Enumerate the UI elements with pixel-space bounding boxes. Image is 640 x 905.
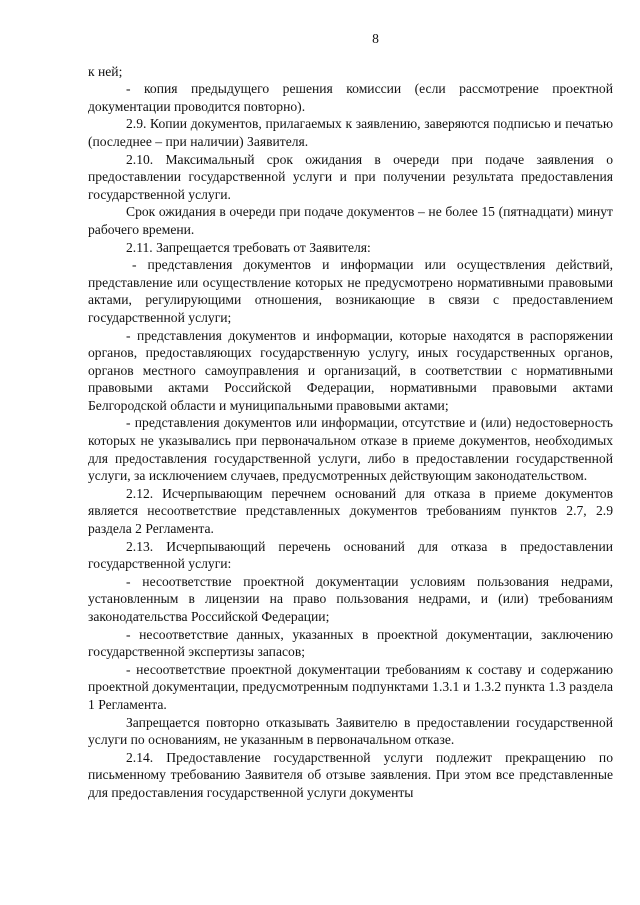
paragraph-2-12: 2.12. Исчерпывающим перечнем оснований для отказа в приеме документов является несоответствие представленных документов требованиям пунктов 2.7, 2.9 раздела 2 Регламента. [88, 485, 613, 537]
page-number: 8 [372, 31, 379, 46]
paragraph-2-13: 2.13. Исчерпывающий перечень оснований для отказа в предоставлении государственной услуги: [88, 538, 613, 572]
paragraph-2-10: 2.10. Максимальный срок ожидания в очереди при подаче заявления о предоставлении государственной услуги и при получении результата предоставления государственной услуги. [88, 151, 613, 202]
paragraph-repeat-refusal: Запрещается повторно отказывать Заявителю в предоставлении государственной услуги по основаниям, не указанным в первоначальном отказе. [88, 714, 613, 748]
paragraph-previous-decision-copy: - копия предыдущего решения комиссии (если рассмотрение проектной документации проводится повторно). [88, 81, 613, 114]
paragraph-prohibition-2: - представления документов и информации, которые находятся в распоряжении органов, предоставляющих государственную услугу, иных государственных органов, органов местного самоуправления и организаций, в соответствии с нормативными правовыми актами Российской Федерации, нормативными правовыми актами Белгородской области и муниципальными правовыми актами; [88, 327, 613, 413]
paragraph-2-11: 2.11. Запрещается требовать от Заявителя: [126, 239, 371, 255]
paragraph-refusal-reason-2: - несоответствие данных, указанных в проектной документации, заключению государственной экспертизы запасов; [88, 626, 613, 660]
paragraph-refusal-reason-1: - несоответствие проектной документации условиям пользования недрами, установленным в лицензии на право пользования недрами, и (или) требованиям законодательства Российской Федерации; [88, 573, 613, 624]
paragraph-continuation: к ней; [88, 63, 123, 79]
paragraph-queue-time: Срок ожидания в очереди при подаче документов – не более 15 (пятнадцати) минут рабочего времени. [88, 204, 613, 237]
paragraph-prohibition-1: - представления документов и информации или осуществления действий, представление или осуществление которых не предусмотрено нормативными правовыми актами, регулирующими отношения, возникающие в связи с предоставлением государственной услуги; [88, 257, 613, 325]
paragraph-2-14: 2.14. Предоставление государственной услуги подлежит прекращению по письменному требованию Заявителя об отзыве заявления. При этом все представленные для предоставления государственной услуги документы [88, 749, 613, 800]
document-body [88, 63, 613, 802]
paragraph-refusal-reason-3: - несоответствие проектной документации требованиям к составу и содержанию проектной документации, предусмотренным подпунктами 1.3.1 и 1.3.2 пункта 1.3 раздела 1 Регламента. [88, 661, 613, 712]
paragraph-2-9: 2.9. Копии документов, прилагаемых к заявлению, заверяются подписью и печатью (последнее – при наличии) Заявителя. [88, 116, 613, 149]
paragraph-prohibition-3: - представления документов или информации, отсутствие и (или) недостоверность которых не указывались при первоначальном отказе в приеме документов, необходимых для предоставления государственной услуги, либо в предоставлении государственной услуги, за исключением случаев, предусмотренных действующим законодательством. [88, 415, 613, 484]
